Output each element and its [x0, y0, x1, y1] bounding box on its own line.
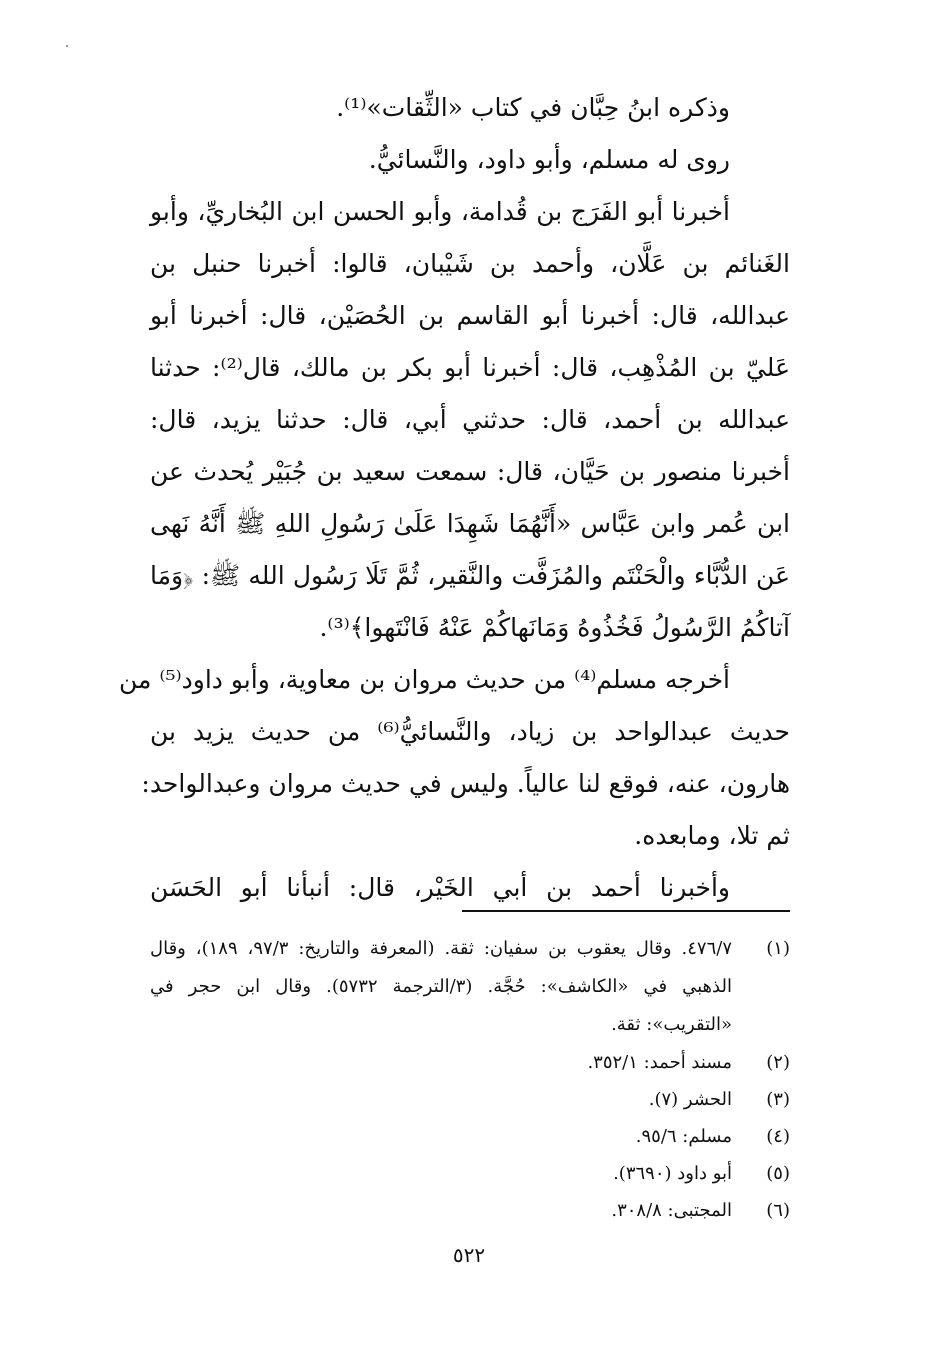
footnote-text [150, 930, 732, 1044]
body-line: آتاكُمُ الرَّسُولُ فَخُذُوهُ وَمَانَهاكُمْ عَنْهُ فَانْتَهوا﴾⁽³⁾. [319, 613, 790, 642]
footnote-number: (٥) [766, 1163, 790, 1184]
body-line: روى له مسلم، وأبو داود، والنَّسائيُّ. [368, 145, 730, 174]
body-line: ابن عُمر وابن عَبَّاس «أَنَّهُمَا شَهِدَا عَلَىٰ رَسُولِ اللهِ ﷺ أَنَّهُ نَهى [150, 509, 790, 538]
body-line: عَن الدُّبَّاء والْحَنْتَم والمُزَفَّت والنَّقير، ثُمَّ تَلَا رَسُول الله ﷺ: ﴿وَمَا [150, 561, 790, 590]
footnote [150, 1192, 790, 1229]
body-line: أخبرنا منصور بن حَيَّان، قال: سمعت سعيد بن جُبَيْر يُحدث عن [150, 457, 790, 486]
footnote [150, 1081, 790, 1118]
body-line: هارون، عنه، فوقع لنا عالياً. وليس في حديث مروان وعبدالواحد: [141, 769, 790, 798]
footnotes [0, 930, 938, 1229]
body-line: وأخبرنا أحمد بن أبي الخَيْر، قال: أنبأنا أبو الحَسَن [150, 873, 730, 902]
footnote [150, 1155, 790, 1192]
body-line: عبدالله، قال: أخبرنا أبو القاسم بن الحُصَيْن، قال: أخبرنا أبو [150, 301, 790, 330]
footnote-separator [462, 910, 790, 912]
footnote-number: (٦) [766, 1200, 790, 1221]
footnote-line: الذهبي في «الكاشف»: حُجَّة. (٣/الترجمة ٥٧٣٢). وقال ابن حجر في [150, 976, 732, 997]
footnote-number: (١) [766, 938, 790, 959]
footnote-line: ٤٧٦/٧. وقال يعقوب بن سفيان: ثقة. (المعرفة والتاريخ: ٩٧/٣، ١٨٩)، وقال [150, 938, 732, 959]
scan-speck [66, 45, 68, 47]
footnote-number: (٣) [766, 1089, 790, 1110]
body-line: عَليّ بن المُذْهِب، قال: أخبرنا أبو بكر بن مالك، قال⁽²⁾: حدثنا [150, 353, 790, 382]
footnote-line: أبو داود (٣٦٩٠). [613, 1163, 732, 1184]
page-number: ٥٢٢ [452, 1243, 486, 1267]
main-text [0, 82, 938, 914]
body-line: أخبرنا أبو الفَرَج بن قُدامة، وأبو الحسن ابن البُخاريِّ، وأبو [150, 197, 730, 226]
body-line: وذكره ابنُ حِبَّان في كتاب «الثِّقات»⁽¹⁾. [336, 93, 730, 122]
footnote-number: (٤) [766, 1126, 790, 1147]
footnote [150, 1118, 790, 1155]
footnote-line: «التقريب»: ثقة. [611, 1014, 732, 1035]
body-line: حديث عبدالواحد بن زياد، والنَّسائيُّ⁽⁶⁾ من حديث يزيد بن [150, 717, 790, 746]
footnote-line: مسلم: ٩٥/٦. [635, 1126, 732, 1147]
footnote [150, 1044, 790, 1081]
footnote [150, 930, 790, 1044]
footnote-line: المجتبى: ٣٠٨/٨. [611, 1200, 732, 1221]
body-line: ثم تلا، ومابعده. [634, 821, 790, 850]
body-line: عبدالله بن أحمد، قال: حدثني أبي، قال: حدثنا يزيد، قال: [150, 405, 790, 434]
footnote-line: مسند أحمد: ٣٥٢/١. [587, 1052, 732, 1073]
body-line: الغَنائم بن عَلَّان، وأحمد بن شَيْبان، قالوا: أخبرنا حنبل بن [150, 249, 790, 278]
footnote-number: (٢) [766, 1052, 790, 1073]
body-line: أخرجه مسلم⁽⁴⁾ من حديث مروان بن معاوية، وأبو داود⁽⁵⁾ من [118, 665, 730, 694]
footnote-line: الحشر (٧). [648, 1089, 732, 1110]
